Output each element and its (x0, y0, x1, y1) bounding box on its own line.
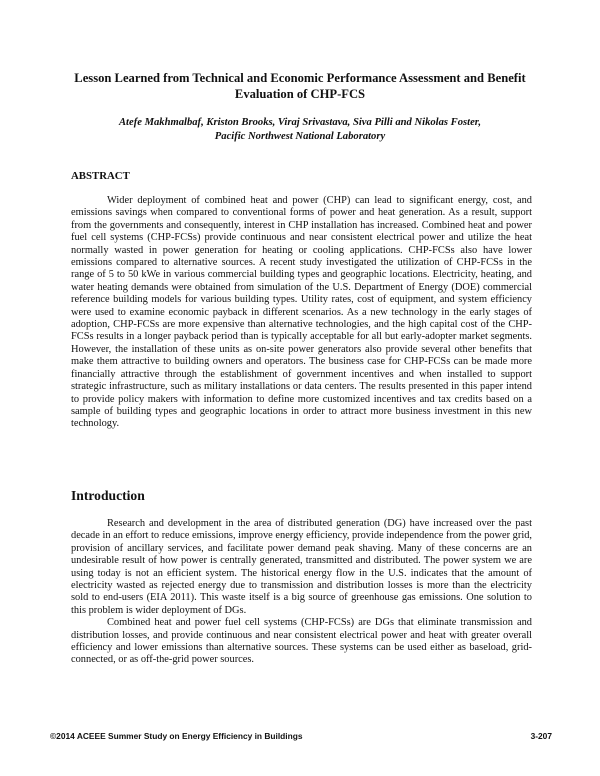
abstract-paragraph: Wider deployment of combined heat and power (CHP) can lead to significant energy, cost, and emissions savings when compared to conventional forms of power and heat generation. As a result, support from the governments and consequently, interest in CHP installation has increased. Combined heat and power fuel cell systems (CHP-FCSs) provide continuous and near consistent electrical power and utilize the heat normally wasted in power generation for heating or cooling applications. CHP-FCSs also have lower emissions compared to alternative sources. A recent study investigated the utilization of CHP-FCSs in the range of 5 to 50 kWe in various commercial building types and geographic locations. Electricity, heating, and water heating demands were obtained from simulation of the U.S. Department of Energy (DOE) commercial reference building models for various building types. Utility rates, cost of equipment, and system efficiency were used to examine economic payback in different scenarios. As a new technology in the early stages of adoption, CHP-FCSs are more expensive than alternative technologies, and the high capital cost of the CHP-FCSs results in a longer payback period than is typically acceptable for all but early-adopter market segments. However, the installation of these units as on-site power generators also provide several other benefits that make them attractive to building owners and operators. The business case for CHP-FCSs can be made more financially attractive through the establishment of government incentives and when installed to support strategic infrastructure, such as military installations or data centers. The results presented in this paper intend to provide policy makers with information to define more customized incentives and tax credits based on a sample of building types and geographic locations in order to attract more business investment in this new technology. (71, 195, 532, 430)
abstract-body (71, 195, 532, 431)
introduction-paragraph-2: Combined heat and power fuel cell systems (CHP-FCSs) are DGs that eliminate transmission and distribution losses, and provide continuous and near consistent electrical power and heat with greater overall efficiency and lower emissions than alternative sources. These systems can be used either as baseload, grid-connected, or as off-the-grid power sources. (71, 617, 532, 666)
introduction-heading: Introduction (71, 488, 145, 503)
abstract-heading: ABSTRACT (71, 170, 130, 182)
introduction-body (71, 518, 532, 667)
author-block (60, 116, 540, 144)
introduction-paragraph-1: Research and development in the area of distributed generation (DG) have increased over the past decade in an effort to reduce emissions, improve energy efficiency, provide independence from the power grid, provision of ancillary services, and facilitate power demand peak shaving. Many of these concerns are an undesirable result of how power is centrally generated, transmitted and distributed. The power system we are using today is not an efficient system. The historical energy flow in the U.S. indicates that the amount of electricity wasted as rejected energy due to transmission and distribution losses is more than the electricity sold to end-users (EIA 2011). This waste itself is a big source of greenhouse gas emissions. One solution to this problem is wider deployment of DGs. (71, 518, 532, 616)
author-affiliation: Pacific Northwest National Laboratory (214, 131, 386, 142)
paper-title: Lesson Learned from Technical and Economic Performance Assessment and Benefit Evaluation of CHP-FCS (74, 71, 526, 101)
footer-page-number: 3-207 (530, 731, 552, 741)
footer-proceedings: ©2014 ACEEE Summer Study on Energy Efficiency in Buildings (50, 731, 303, 741)
author-list: Atefe Makhmalbaf, Kriston Brooks, Viraj Srivastava, Siva Pilli and Nikolas Foster, (118, 117, 481, 128)
